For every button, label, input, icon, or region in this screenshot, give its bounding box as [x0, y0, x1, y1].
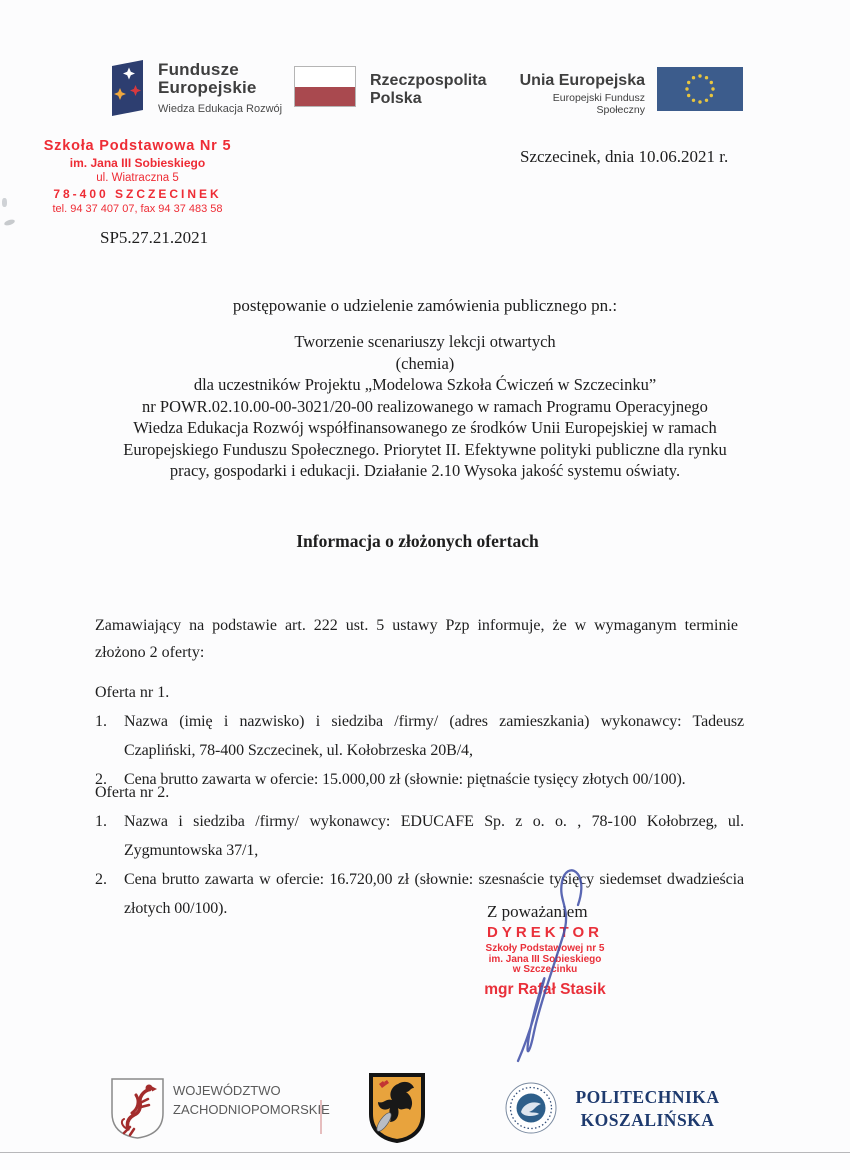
- intro-line: postępowanie o udzielenie zamówienia publicznego pn.:: [232, 296, 618, 315]
- handwritten-signature: [488, 860, 608, 1065]
- director-stamp-title: DYREKTOR: [487, 924, 603, 941]
- school-stamp-patron: im. Jana III Sobieskiego: [69, 156, 206, 170]
- offer-2-item-2-text: Cena brutto zawarta w ofercie: 16.720,00 zł (słownie: szesnaście tysięcy siedemset dwadzieścia złotych 00/100).: [124, 871, 744, 917]
- case-number: SP5.27.21.2021: [100, 228, 209, 247]
- offer-1-title: Oferta nr 1.: [95, 684, 170, 701]
- politechnika-line1: POLITECHNIKA: [575, 1087, 720, 1107]
- wojewodztwo-line2: ZACHODNIOPOMORSKIE: [173, 1102, 330, 1117]
- subject-line: Wiedza Edukacja Rozwój współfinansowanego ze środków Unii Europejskiej w ramach: [133, 418, 717, 437]
- fundusze-subtitle: Wiedza Edukacja Rozwój: [158, 103, 283, 115]
- place-and-date: Szczecinek, dnia 10.06.2021 r.: [520, 147, 729, 166]
- scan-smudge: [3, 218, 15, 226]
- school-stamp-name: Szkoła Podstawowa Nr 5: [43, 138, 232, 154]
- school-stamp-street: ul. Wiatraczna 5: [96, 172, 179, 184]
- subject-line: Tworzenie scenariuszy lekcji otwartych: [294, 332, 556, 351]
- ue-subtitle: Europejski Fundusz Społeczny: [552, 92, 645, 116]
- subject-line: Europejskiego Funduszu Społecznego. Priorytet II. Efektywne polityki publiczne dla rynku: [123, 439, 727, 459]
- fundusze-logo-text: [158, 58, 282, 118]
- school-stamp-phone: tel. 94 37 407 07, fax 94 37 483 58: [52, 203, 223, 215]
- fundusze-name-line2: Europejskie: [158, 78, 257, 97]
- unia-europejska-logo: [513, 67, 743, 116]
- scan-edge-area: [0, 1153, 850, 1170]
- director-stamp-line3: im. Jana III Sobieskiego: [488, 953, 602, 965]
- school-address-stamp: [40, 138, 235, 216]
- ue-logo-text: [513, 67, 645, 116]
- closing-phrase: Z poważaniem: [487, 902, 588, 921]
- school-stamp-city: 78-400 SZCZECINEK: [53, 187, 222, 201]
- subject-block: [60, 331, 790, 482]
- subject-line: nr POWR.02.10.00-00-3021/20-00 realizowanego w ramach Programu Operacyjnego: [142, 396, 708, 416]
- offer-2-title: Oferta nr 2.: [95, 784, 170, 801]
- poland-flag-icon: [294, 66, 356, 107]
- rzeczpospolita-polska-logo: [294, 66, 486, 108]
- list-number: 1.: [95, 713, 107, 730]
- fundusze-europejskie-logo: [110, 58, 282, 118]
- list-number: 2.: [95, 871, 107, 888]
- zachodniopomorskie-coat-of-arms-icon: [110, 1077, 165, 1139]
- rp-text-line2: Polska: [370, 90, 422, 107]
- list-number: 1.: [95, 813, 107, 830]
- wojewodztwo-line1: WOJEWÓDZTWO: [173, 1083, 281, 1098]
- director-stamp-line4: w Szczecinku: [512, 964, 578, 975]
- subject-line: pracy, gospodarki i edukacji. Działanie 2.10 Wysoka jakość systemu oświaty.: [169, 461, 681, 480]
- poland-flag-red-stripe: [295, 87, 355, 107]
- rp-text-line1: Rzeczpospolita: [370, 72, 487, 89]
- scan-smudge: [320, 1100, 322, 1134]
- list-number: 2.: [95, 771, 107, 788]
- director-stamp-line2: Szkoły Podstawowej nr 5: [485, 943, 605, 954]
- wojewodztwo-label: [173, 1081, 330, 1119]
- offer-2-item-1: [95, 807, 744, 865]
- offer-2-item-2: [95, 865, 744, 923]
- politechnika-line2: KOSZALIŃSKA: [580, 1110, 715, 1130]
- eu-flag-icon: [657, 67, 743, 111]
- fundusze-flag-icon: [110, 58, 144, 118]
- ue-name: Unia Europejska: [519, 72, 645, 89]
- notice-paragraph: Zamawiający na podstawie art. 222 ust. 5 ustawy Pzp informuje, że w wymaganym terminie złożono 2 oferty:: [95, 617, 738, 661]
- offer-1-item-1: [95, 707, 744, 765]
- offer-1-item-2-text: Cena brutto zawarta w ofercie: 15.000,00 zł (słownie: piętnaście tysięcy złotych 00/100).: [124, 771, 686, 788]
- politechnika-label: [565, 1086, 730, 1132]
- offer-1-block: [95, 678, 744, 794]
- politechnika-koszalinska-seal-icon: [505, 1082, 557, 1134]
- rp-logo-text: [370, 66, 486, 108]
- section-heading: Informacja o złożonych ofertach: [296, 531, 539, 551]
- subject-line: (chemia): [395, 353, 455, 373]
- szczecinek-coat-of-arms-icon: [368, 1072, 426, 1144]
- subject-line: dla uczestników Projektu „Modelowa Szkoła Ćwiczeń w Szczecinku”: [193, 375, 657, 394]
- offer-2-item-1-text: Nazwa i siedziba /firmy/ wykonawcy: EDUCAFE Sp. z o. o. , 78-100 Kołobrzeg, ul. Zygmuntowska 37/1,: [124, 813, 744, 859]
- offer-1-item-1-text: Nazwa (imię i nazwisko) i siedziba /firmy/ (adres zamieszkania) wykonawcy: Tadeusz Czapliński, 78-400 Szczecinek, ul. Kołobrzeska 20B/4,: [124, 713, 744, 759]
- fundusze-name-line1: Fundusze: [158, 60, 239, 79]
- scan-smudge: [2, 198, 7, 207]
- director-name: mgr Rafał Stasik: [484, 981, 606, 998]
- offer-2-block: [95, 778, 744, 923]
